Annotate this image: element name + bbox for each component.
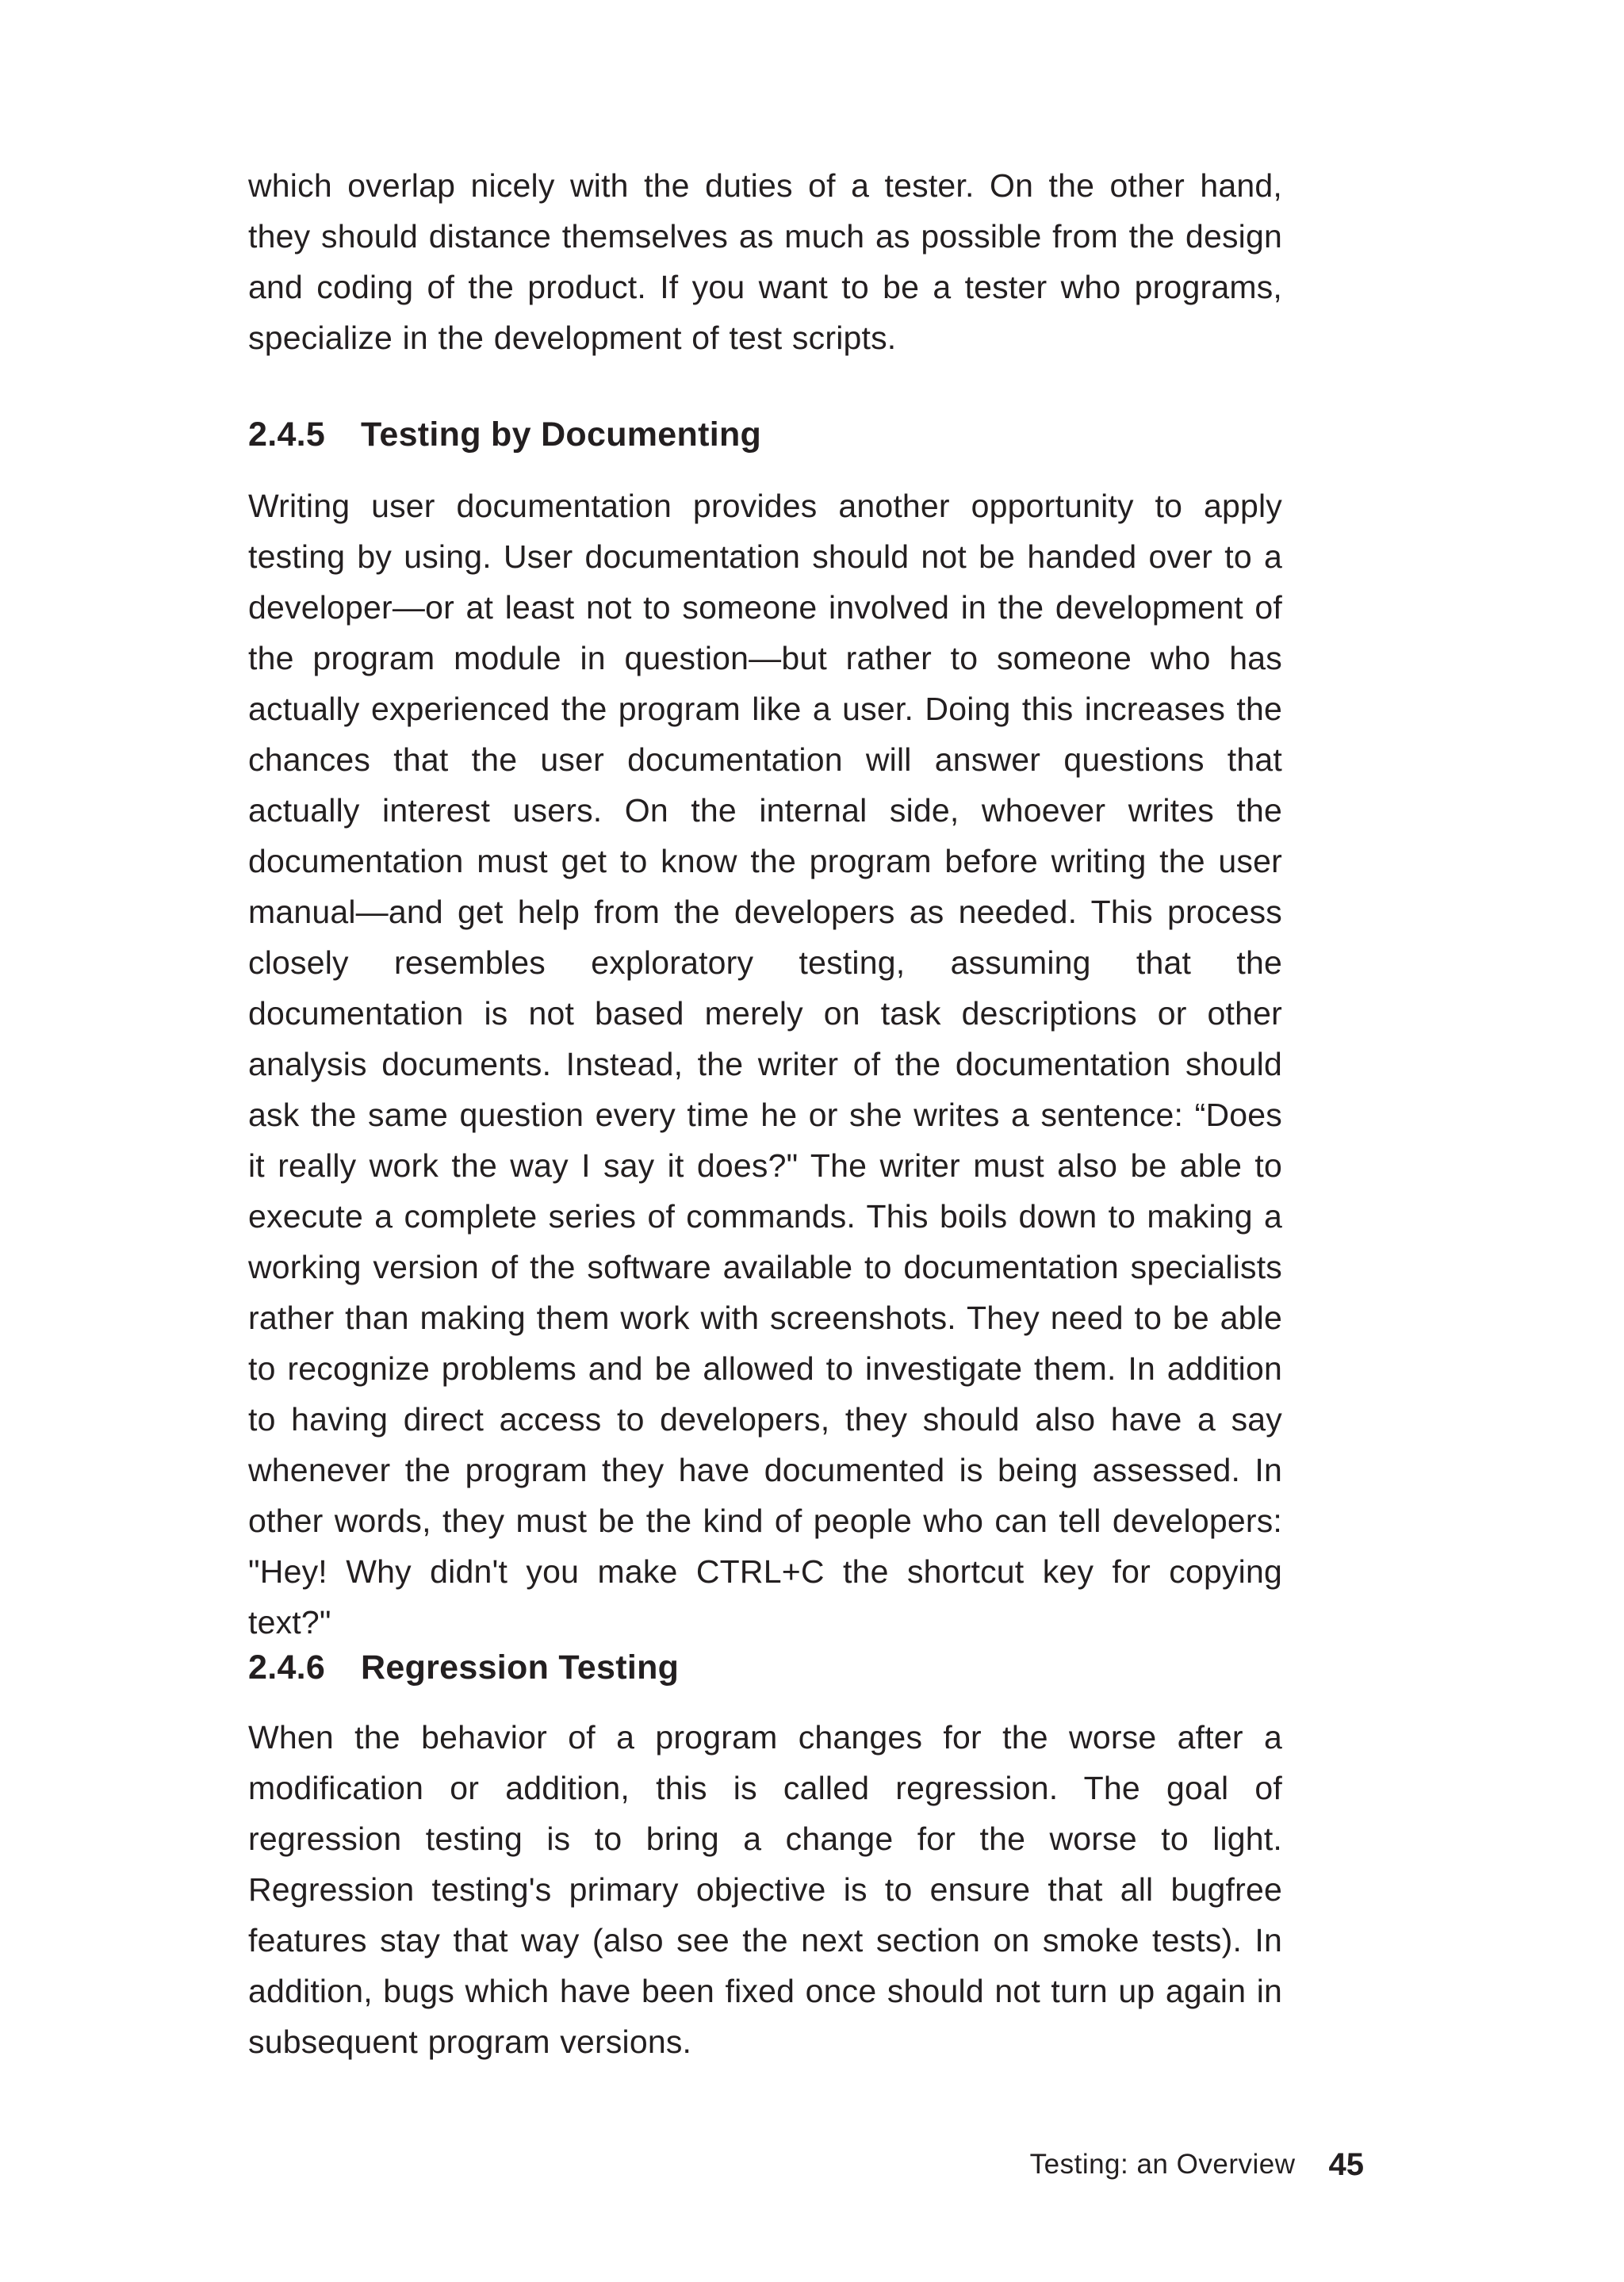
section-2-4-6-body	[248, 1712, 1282, 2067]
section-heading-2-4-5	[248, 409, 1282, 460]
section-heading-2-4-6	[248, 1642, 1282, 1693]
section-number: 2.4.6	[248, 1648, 326, 1687]
intro-paragraph-block	[248, 160, 1282, 363]
intro-paragraph: which overlap nicely with the duties of a tester. On the other hand, they should distance themselves as much as possible from the design and coding of the product. If you want to be a tester who programs, specialize in the development of test scripts.	[248, 167, 1282, 356]
section-2-4-5-body	[248, 481, 1282, 1648]
page-number: 45	[1328, 2147, 1364, 2182]
section-number: 2.4.5	[248, 415, 326, 454]
page-footer	[952, 2141, 1364, 2188]
section-paragraph: When the behavior of a program changes for the worse after a modification or addition, this is called regression. The goal of regression testing is to bring a change for the worse to light. Regression testing's primary objective is to ensure that all bugfree features stay that way (also see the next section on smoke tests). In addition, bugs which have been fixed once should not turn up again in subsequent program versions.	[248, 1719, 1282, 2060]
running-title: Testing: an Overview	[1029, 2149, 1296, 2180]
section-title: Regression Testing	[361, 1648, 680, 1687]
section-title: Testing by Documenting	[361, 415, 762, 454]
section-paragraph: Writing user documentation provides another opportunity to apply testing by using. User documentation should not be handed over to a developer—or at least not to someone involved in the development of the program module in question—but rather to someone who has actually experienced the program like a user. Doing this increases the chances that the user documentation will answer questions that actually interest users. On the internal side, whoever writes the documentation must get to know the program before writing the user manual—and get help from the developers as needed. This process closely resembles exploratory testing, assuming that the documentation is not based merely on task descriptions or other analysis documents. Instead, the writer of the documentation should ask the same question every time he or she writes a sentence: “Does it really work the way I say it does?" The writer must also be able to execute a complete series of commands. This boils down to making a working version of the software available to documentation specialists rather than making them work with screenshots. They need to be able to recognize problems and be allowed to investigate them. In addition to having direct access to developers, they should also have a say whenever the program they have documented is being assessed. In other words, they must be the kind of people who can tell developers: "Hey! Why didn't you make CTRL+C the shortcut key for copying text?"	[248, 488, 1282, 1641]
